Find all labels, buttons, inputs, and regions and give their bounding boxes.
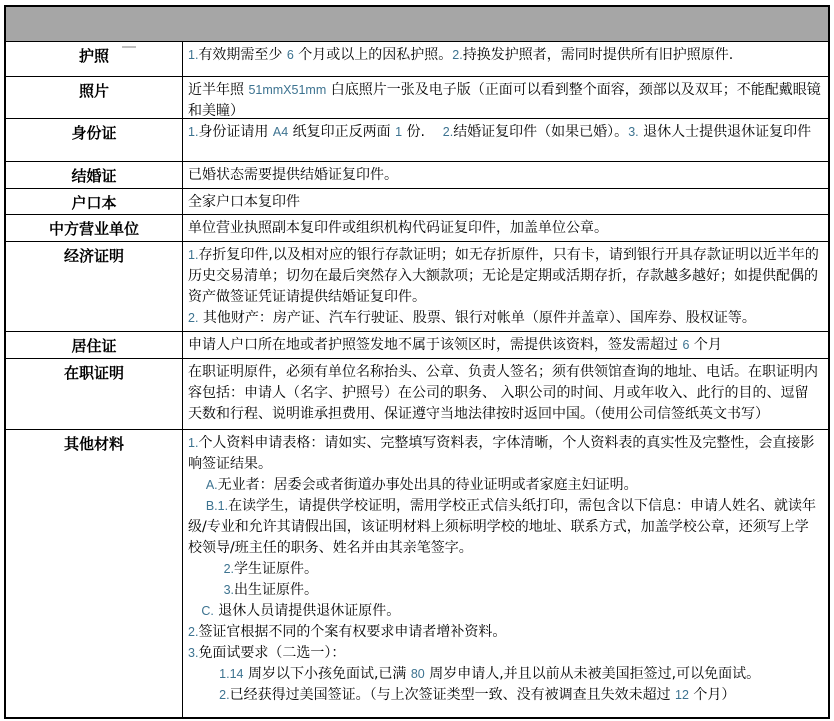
content-paragraph: 3.出生证原件。	[223, 582, 319, 598]
row-content	[183, 215, 828, 241]
table-row	[6, 188, 828, 214]
table-row	[6, 76, 828, 118]
content-paragraph: 2. 其他财产：房产证、汽车行驶证、股票、银行对帐单（原件并盖章）、国库券、股权证等。	[188, 310, 756, 326]
row-label: 照片	[6, 77, 183, 118]
latin-text: 80	[410, 667, 425, 681]
content-paragraph: 已婚状态需要提供结婚证复印件。	[188, 167, 398, 183]
row-content	[183, 430, 828, 717]
table-row	[6, 358, 828, 429]
content-paragraph: 全家户口本复印件	[188, 194, 300, 210]
latin-text: 1.	[188, 48, 199, 62]
latin-text: 2.	[442, 125, 454, 139]
latin-text: 3.	[188, 646, 199, 660]
row-label: 居住证	[6, 332, 183, 358]
table-header-bar	[6, 7, 828, 42]
content-paragraph: C. 退休人员请提供退休证原件。	[201, 603, 401, 619]
latin-text: C.	[201, 604, 214, 618]
latin-text: 2.	[188, 311, 199, 325]
latin-text: 1.	[188, 436, 199, 450]
latin-text: 3.	[223, 583, 235, 597]
latin-text: 2.	[188, 625, 199, 639]
table-row	[6, 241, 828, 331]
content-paragraph: 1.身份证请用 A4 纸复印正反两面 1 份. 2.结婚证复印件（如果已婚）。3. 退休人士提供退休证复印件	[188, 124, 812, 140]
table-row	[6, 118, 828, 161]
content-paragraph: 1.存折复印件,以及相对应的银行存款证明；如无存折原件，只有卡，请到银行开具存款证明以近半年的历史交易清单；切勿在最后突然存入大额款项；无论是定期或活期存折，存款越多越好；如提供配偶的资产做签证凭证请提供结婚证复印件。	[188, 247, 819, 305]
content-paragraph: A.无业者：居委会或者街道办事处出具的待业证明或者家庭主妇证明。	[205, 477, 638, 493]
latin-text: 1	[395, 125, 403, 139]
content-paragraph: 申请人户口所在地或者护照签发地不属于该领区时，需提供该资料，签发需超过 6 个月	[188, 337, 722, 353]
row-label: 结婚证	[6, 162, 183, 188]
row-label: 户口本	[6, 189, 183, 214]
latin-text: 6	[682, 338, 690, 352]
content-paragraph: B.1.在读学生，请提供学校证明，需用学校正式信头纸打印，需包含以下信息：申请人姓名、就读年级/专业和允许其请假出国，该证明材料上须标明学校的地址、联系方式，加盖学校公章，还须写上学校领导/班主任的职务、姓名并由其亲笔签字。	[188, 498, 817, 556]
content-paragraph: 单位营业执照副本复印件或组织机构代码证复印件，加盖单位公章。	[188, 220, 608, 236]
row-label: 护照	[6, 42, 183, 76]
row-content	[183, 119, 828, 161]
latin-text: 2.	[452, 48, 463, 62]
row-content	[183, 359, 828, 429]
table-row	[6, 331, 828, 358]
latin-text: B.1.	[205, 499, 229, 513]
table-row	[6, 161, 828, 188]
latin-text: 12	[675, 688, 689, 702]
row-label: 身份证	[6, 119, 183, 161]
row-content	[183, 242, 828, 331]
latin-text: A4	[272, 125, 289, 139]
latin-text: A.	[205, 478, 218, 492]
row-label: 经济证明	[6, 242, 183, 331]
content-paragraph: 1.14 周岁以下小孩免面试,已满 80 周岁申请人,并且以前从未被美国拒签过,可以免面试。	[219, 666, 761, 682]
table-row	[6, 429, 828, 717]
requirements-table	[4, 5, 830, 719]
row-label: 在职证明	[6, 359, 183, 429]
latin-text: 2.	[223, 562, 235, 576]
latin-text: 6	[286, 48, 294, 62]
latin-text: 1.	[188, 125, 199, 139]
screenshot-artifact-dash	[122, 46, 136, 48]
content-paragraph: 1.个人资料申请表格：请如实、完整填写资料表，字体清晰，个人资料表的真实性及完整性，会直接影响签证结果。	[188, 435, 815, 472]
content-paragraph: 3.免面试要求（二选一）：	[188, 645, 346, 661]
latin-text: 3.	[628, 125, 639, 139]
content-paragraph: 近半年照 51mmX51mm 白底照片一张及电子版（正面可以看到整个面容，颈部以及双耳；不能配戴眼镜和美瞳）	[188, 82, 821, 118]
content-paragraph: 2.学生证原件。	[223, 561, 319, 577]
content-paragraph: 在职证明原件，必须有单位名称抬头、公章、负责人签名；须有供领馆查询的地址、电话。在职证明内容包括：申请人（名字、护照号）在公司的职务、 入职公司的时间、月或年收入、此行的目的、逗留天数和行程、说明谁承担费用、保证遵守当地法律按时返回中国。（使用公司信签纸英文书写）	[188, 364, 818, 422]
table-row	[6, 214, 828, 241]
latin-text: 51mmX51mm	[248, 83, 327, 97]
row-label: 其他材料	[6, 430, 183, 717]
row-content	[183, 332, 828, 358]
row-content	[183, 189, 828, 214]
content-paragraph: 2.签证官根据不同的个案有权要求申请者增补资料。	[188, 624, 507, 640]
row-label: 中方营业单位	[6, 215, 183, 241]
content-paragraph: 2.已经获得过美国签证。（与上次签证类型一致、没有被调查且失效未超过 12 个月）	[219, 687, 736, 703]
latin-text: 1.	[188, 248, 199, 262]
content-paragraph: 1.有效期需至少 6 个月或以上的因私护照。2.持换发护照者，需同时提供所有旧护照原件.	[188, 47, 734, 63]
latin-text: 1.14	[219, 667, 244, 681]
row-content	[183, 77, 828, 118]
latin-text: 2.	[219, 688, 230, 702]
row-content	[183, 42, 828, 76]
row-content	[183, 162, 828, 188]
